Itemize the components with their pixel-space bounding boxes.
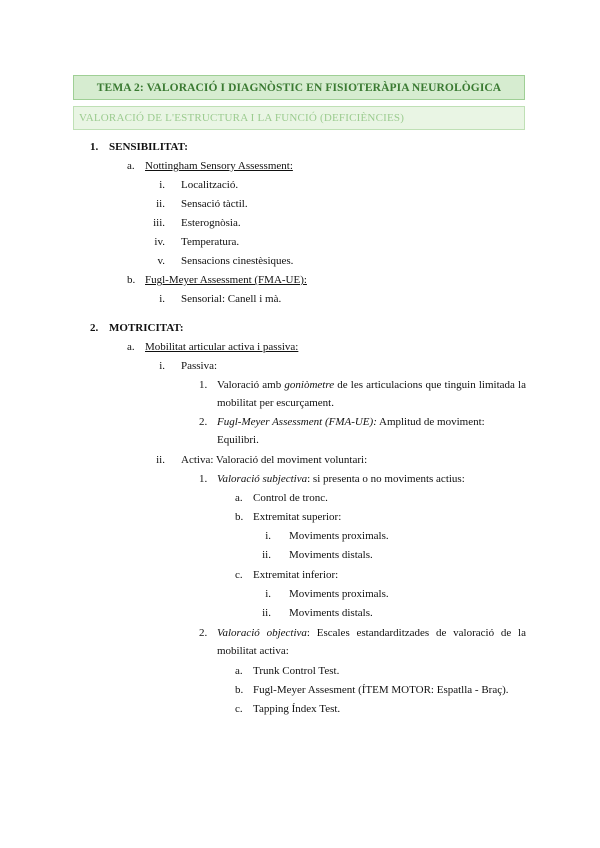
s2-a-ii-1-b-marker: b. [235,511,244,523]
goniometre-emphasis: goniòmetre [284,379,335,391]
list-item: Moviments distals. [289,607,373,619]
text-run: Amplitud de moviment: [376,416,485,428]
section-1-number: 1. [90,141,99,153]
s2-a-ii-label: Activa: Valoració del moviment voluntari: [181,454,368,466]
section-subtitle-text: VALORACIÓ DE L'ESTRUCTURA I LA FUNCIÓ (DEFICIÈNCIES) [79,112,405,124]
s2-a-label: Mobilitat articular activa i passiva: [145,341,299,353]
subjective-emphasis: Valoració subjectiva [217,473,308,485]
s2-a-i-2-line2: Equilibri. [217,434,259,446]
s1-a-iii-marker: iii. [153,217,165,229]
s2-a-i-label: Passiva: [181,360,218,372]
list-item: Fugl-Meyer Assesment (ÍTEM MOTOR: Espatlla - Braç). [253,684,509,696]
s2-a-ii-1-marker: 1. [199,473,208,485]
s1-b-i-marker: i. [159,293,165,305]
s2-a-ii-1-c-marker: c. [235,569,243,581]
list-item: Trunk Control Test. [253,665,340,677]
s2-a-ii-2-b-marker: b. [235,684,244,696]
s2-a-ii-1-line [217,472,465,486]
list-item: Moviments distals. [289,549,373,561]
s2-a-ii-2-line2: mobilitat activa: [217,645,289,657]
s1-a-label: Nottingham Sensory Assessment: [145,160,293,172]
list-item: Esterognòsia. [181,217,241,229]
section-2-number: 2. [90,322,99,334]
s2-a-i-1-line2: mobilitat per escurçament. [217,397,334,409]
s1-a-ii-marker: ii. [156,198,165,210]
fma-emphasis: Fugl-Meyer Assessment (FMA-UE): [217,416,377,428]
s2-a-marker: a. [127,341,135,353]
list-item: Localització. [181,179,239,191]
page-title [73,75,525,100]
list-item: Sensació tàctil. [181,198,248,210]
s2-a-ii-2-marker: 2. [199,627,208,639]
s2-a-i-1-line1 [217,378,526,392]
s2-b-ii-marker: ii. [262,549,271,561]
objective-emphasis: Valoració objectiva [217,627,307,639]
s1-b-marker: b. [127,274,136,286]
s2-a-ii-2-a-marker: a. [235,665,243,677]
section-2-title: MOTRICITAT: [109,322,184,334]
list-item: Extremitat inferior: [253,569,339,581]
list-item: Sensorial: Canell i mà. [181,293,282,305]
s2-a-i-marker: i. [159,360,165,372]
s2-a-i-2-line1 [217,415,485,429]
s1-a-i-marker: i. [159,179,165,191]
list-item: Sensacions cinestèsiques. [181,255,294,267]
s1-a-iv-marker: iv. [154,236,165,248]
s2-a-i-1-marker: 1. [199,379,208,391]
s2-a-ii-2-line1 [217,626,526,640]
s2-a-ii-2-c-marker: c. [235,703,243,715]
section-subtitle [73,106,525,130]
s2-b-i-marker: i. [265,530,271,542]
list-item: Temperatura. [181,236,240,248]
list-item: Extremitat superior: [253,511,342,523]
s1-a-marker: a. [127,160,135,172]
list-item: Moviments proximals. [289,588,389,600]
text-run: : Escales estandarditzades de valoració de la [306,627,526,639]
text-run: de les articulacions que tinguin limitada la [334,379,526,391]
text-run: Valoració amb [217,379,285,391]
list-item: Moviments proximals. [289,530,389,542]
s2-c-ii-marker: ii. [262,607,271,619]
list-item: Tapping Índex Test. [253,703,341,715]
s2-a-ii-1-a-marker: a. [235,492,243,504]
s2-a-i-2-marker: 2. [199,416,208,428]
list-item: Control de tronc. [253,492,328,504]
page-title-text: TEMA 2: VALORACIÓ I DIAGNÒSTIC EN FISIOTERÀPIA NEUROLÒGICA [96,81,502,94]
s1-a-v-marker: v. [157,255,165,267]
s1-b-label: Fugl-Meyer Assessment (FMA-UE): [145,274,307,286]
s2-a-ii-marker: ii. [156,454,165,466]
text-run: : si presenta o no moviments actius: [307,473,465,485]
section-1-title: SENSIBILITAT: [109,141,188,153]
s2-c-i-marker: i. [265,588,271,600]
